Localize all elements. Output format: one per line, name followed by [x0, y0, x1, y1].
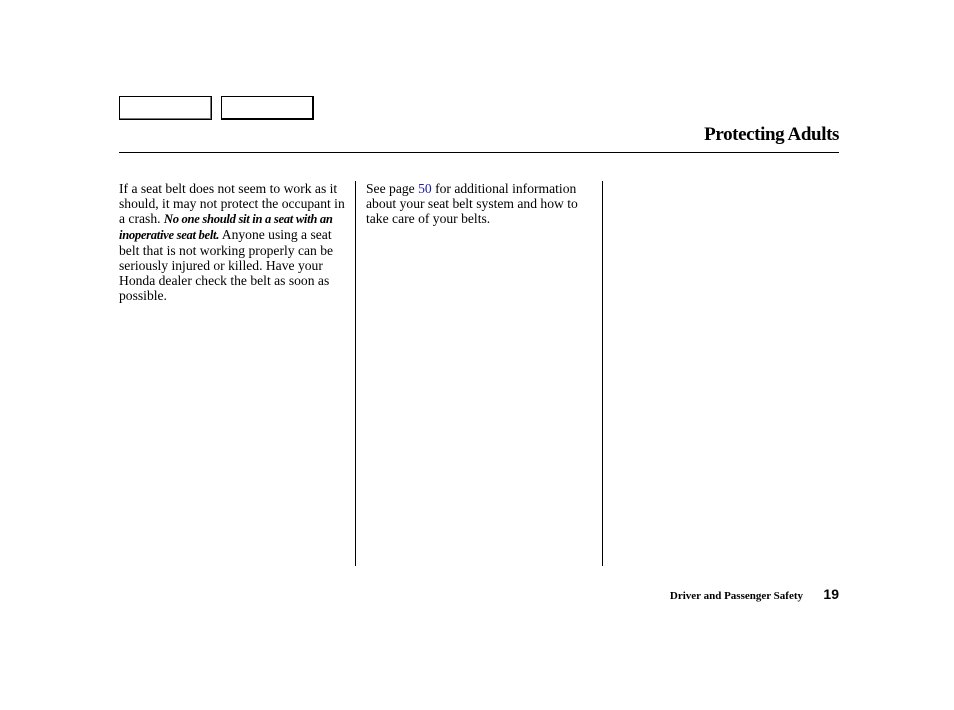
title-divider [119, 152, 839, 153]
footer-section-title: Driver and Passenger Safety [669, 590, 803, 602]
page-reference-link[interactable]: 50 [418, 181, 432, 196]
page-title: Protecting Adults [704, 124, 839, 145]
column-1-paragraph [119, 181, 347, 303]
warning-text: No one should sit in a seat with an inoperative seat belt. [119, 212, 333, 242]
page-number: 19 [823, 586, 839, 602]
column-divider-1 [355, 181, 356, 566]
column-1-text-before: If a seat belt does not seem to work as it should, it may not protect the occupant in a crash. [119, 181, 345, 226]
column-divider-2 [602, 181, 603, 566]
previous-page-button[interactable] [119, 96, 212, 120]
column-2-text-before: See page [366, 181, 415, 196]
column-1-text-after: Anyone using a seat belt that is not working properly can be seriously injured or killed. Have your Honda dealer check the belt as soon as possible. [119, 227, 334, 303]
next-page-button[interactable] [221, 96, 314, 120]
column-2-paragraph [366, 181, 592, 226]
column-2-text-after: for additional information about your seat belt system and how to take care of your belts. [366, 181, 578, 226]
